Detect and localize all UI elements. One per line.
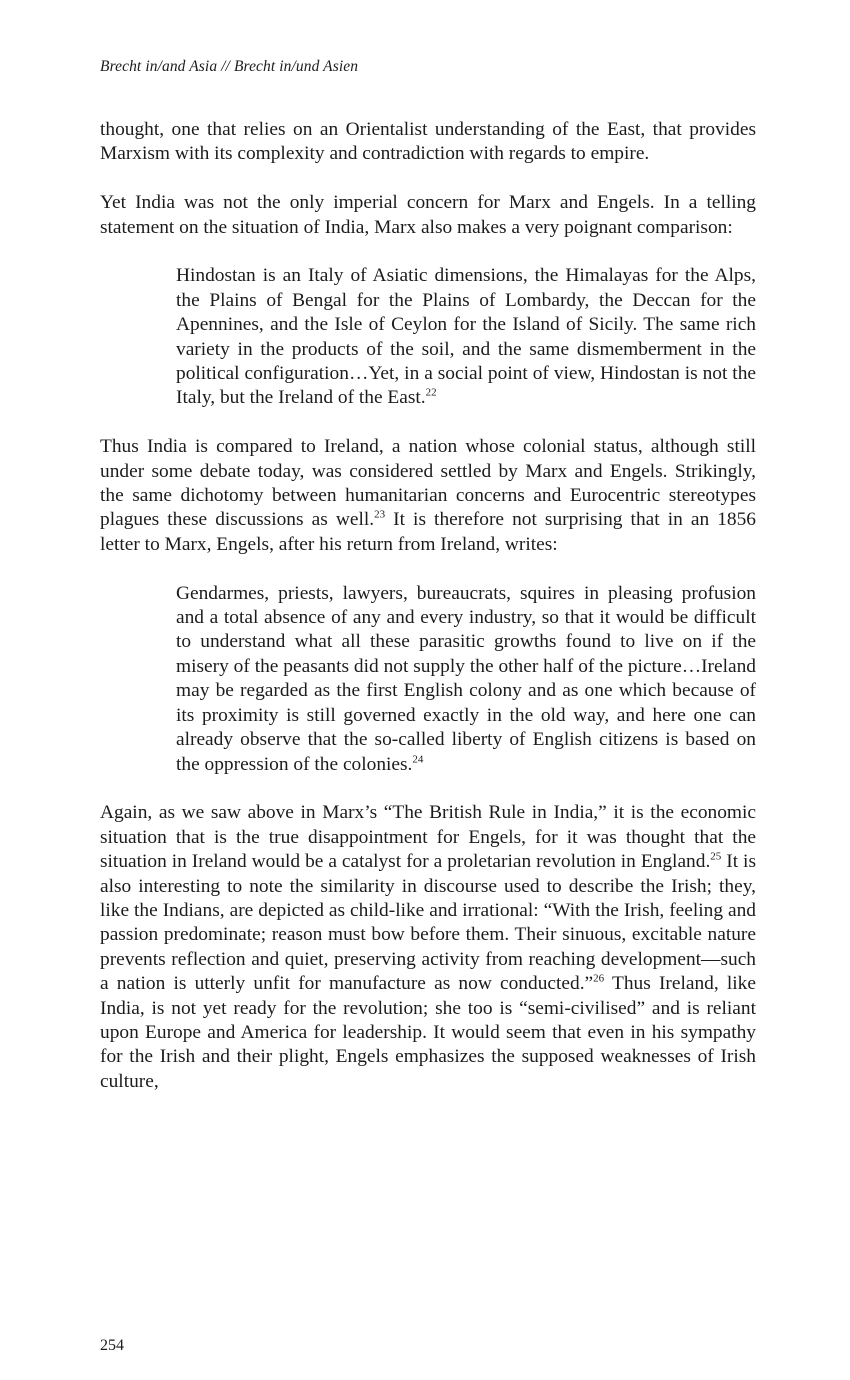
footnote-ref-23[interactable]: 23 — [374, 508, 386, 521]
paragraph-3-part-2: It is therefore not surprising that in an 1856 letter to Marx, Engels, after his return from Ireland, writes: — [100, 509, 756, 555]
block-quote-1-text: Hindostan is an Italy of Asiatic dimensions, the Himalayas for the Alps, the Plains of Bengal for the Plains of Lombardy, the Deccan for the Apennines, and the Isle of Ceylon for the Island of Sicily. The same rich variety in the products of the soil, and the same dismemberment in the political configuration…Yet, in a social point of view, Hindostan is not the Italy, but the Ireland of the East. — [176, 265, 756, 409]
paragraph-3 — [100, 435, 756, 557]
paragraph-3-part-1: Thus India is compared to Ireland, a nation whose colonial status, although still under some debate today, was considered settled by Marx and Engels. Strikingly, the same dichotomy between humanitarian concerns and Eurocentric stereotypes plagues these discussions as well. — [100, 436, 756, 531]
page-body — [100, 118, 756, 1119]
footnote-ref-22[interactable]: 22 — [425, 386, 437, 399]
footnote-ref-25[interactable]: 25 — [710, 850, 722, 863]
block-quote-2 — [176, 582, 756, 777]
footnote-ref-24[interactable]: 24 — [412, 753, 424, 766]
paragraph-4 — [100, 801, 756, 1094]
block-quote-2-text: Gendarmes, priests, lawyers, bureaucrats, squires in pleasing profusion and a total absence of any and every industry, so that it would be difficult to understand what all these parasitic growths found to live on if the misery of the peasants did not supply the other half of the picture…Ireland may be regarded as the first English colony and as one which because of its proximity is still governed exactly in the old way, and here one can already observe that the so-called liberty of English citizens is based on the oppression of the colonies. — [176, 582, 756, 775]
paragraph-1: thought, one that relies on an Orientalist understanding of the East, that provides Marxism with its complexity and contradiction with regards to empire. — [100, 119, 756, 165]
paragraph-2: Yet India was not the only imperial concern for Marx and Engels. In a telling statement on the situation of India, Marx also makes a very poignant comparison: — [100, 192, 756, 238]
page-number: 254 — [100, 1337, 124, 1354]
paragraph-4-part-1: Again, as we saw above in Marx’s “The British Rule in India,” it is the economic situation that is the true disappointment for Engels, for it was thought that the situation in Ireland would be a catalyst for a proletarian revolution in England. — [100, 802, 756, 873]
paragraph-4-part-3: Thus Ireland, like India, is not yet ready for the revolution; she too is “semi-civilised” and is reliant upon Europe and America for leadership. It would seem that even in his sympathy for the Irish and their plight, Engels emphasizes the supposed weaknesses of Irish culture, — [100, 973, 756, 1092]
block-quote-1 — [176, 264, 756, 410]
paragraph-4-part-2: It is also interesting to note the similarity in discourse used to describe the Irish; they, like the Indians, are depicted as child-like and irrational: “With the Irish, feeling and passion predominate; reason must bow before them. Their sinuous, excitable nature prevents reflection and quiet, preserving activity from reaching development—such a nation is utterly unfit for manufacture as now conducted.” — [100, 851, 756, 995]
running-head: Brecht in/and Asia // Brecht in/und Asien — [100, 58, 359, 75]
footnote-ref-26[interactable]: 26 — [593, 972, 605, 985]
